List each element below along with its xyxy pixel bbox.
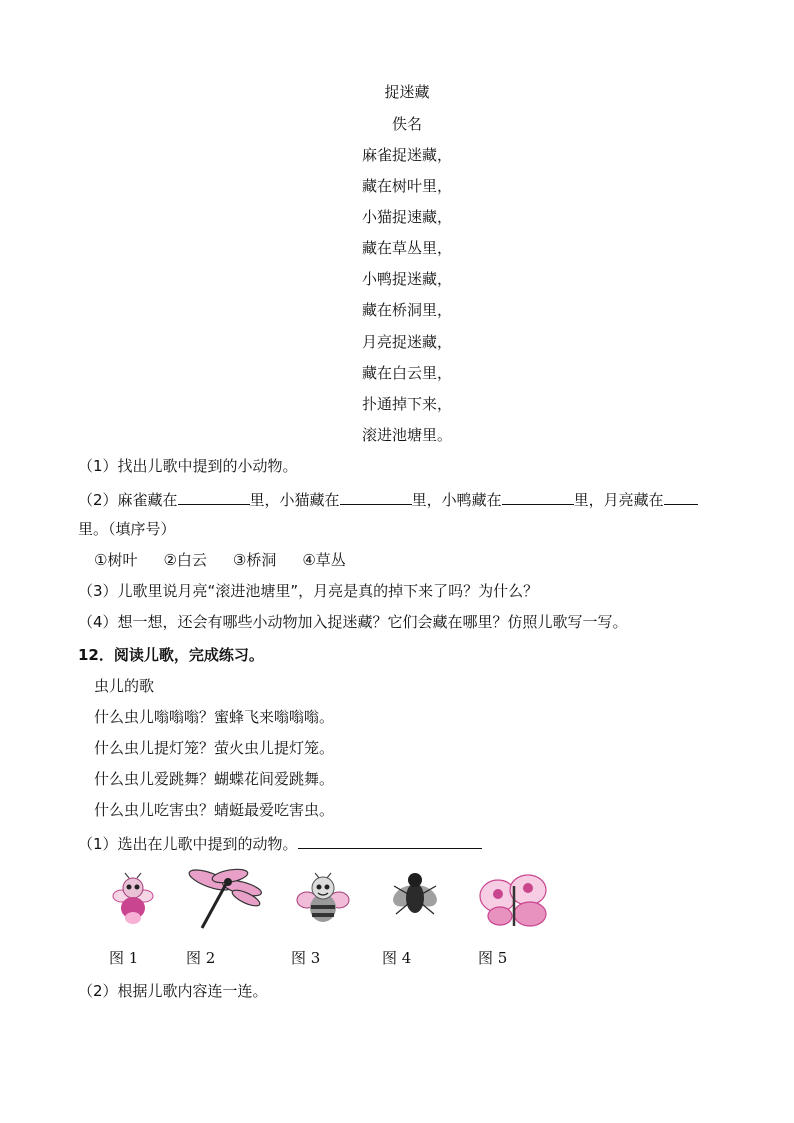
song-line: 什么虫儿嗡嗡嗡？蜜蜂飞来嗡嗡嗡。	[94, 708, 335, 726]
figure-caption: 图 3	[291, 949, 321, 967]
question-2	[78, 488, 698, 510]
song-line: 什么虫儿爱跳舞？蝴蝶花间爱跳舞。	[94, 770, 335, 788]
song-title: 虫儿的歌	[94, 677, 155, 695]
question-3: （3）儿歌里说月亮“滚进池塘里”，月亮是真的掉下来了吗？为什么？	[78, 582, 539, 600]
poem-line: 小鸭捉迷藏，	[361, 270, 452, 288]
option-item: ③桥洞	[232, 551, 277, 569]
figure-caption: 图 4	[382, 949, 412, 967]
poem-line: 月亮捉迷藏，	[361, 333, 452, 351]
question-2-text: （2）麻雀藏在	[78, 491, 178, 509]
question-12-1-text: （1）选出在儿歌中提到的动物。	[78, 835, 298, 853]
answer-blank[interactable]	[178, 488, 250, 505]
poem-line: 扑通掉下来，	[361, 395, 452, 413]
question-2-tail: 里。（填序号）	[78, 520, 176, 538]
question-12-1	[78, 832, 482, 854]
poem-line: 藏在树叶里，	[361, 177, 452, 195]
poem-line: 藏在桥洞里，	[361, 301, 452, 319]
cartoon-bee-image	[296, 872, 350, 926]
poem-title: 捉迷藏	[384, 83, 430, 101]
question-12-heading: 12．阅读儿歌，完成练习。	[78, 646, 264, 664]
question-2-text: 里，月亮藏在	[573, 491, 664, 509]
question-2-text: 里，小鸭藏在	[411, 491, 502, 509]
poem-line: 麻雀捉迷藏，	[361, 146, 452, 164]
answer-blank[interactable]	[664, 488, 698, 505]
answer-blank[interactable]	[502, 488, 574, 505]
question-4: （4）想一想，还会有哪些小动物加入捉迷藏？它们会藏在哪里？仿照儿歌写一写。	[78, 613, 628, 631]
question-12-2: （2）根据儿歌内容连一连。	[78, 982, 268, 1000]
question-1: （1）找出儿歌中提到的小动物。	[78, 457, 298, 475]
poem-line: 滚进池塘里。	[361, 426, 452, 444]
poem-line: 小猫捉速藏，	[361, 208, 452, 226]
option-list	[94, 550, 372, 570]
answer-blank[interactable]	[298, 832, 482, 849]
dragonfly-image	[186, 864, 264, 932]
option-item: ②白云	[163, 551, 207, 569]
answer-blank[interactable]	[340, 488, 412, 505]
option-item: ①树叶	[94, 551, 138, 569]
figure-caption: 图 5	[478, 949, 508, 967]
poem-author: 佚名	[391, 115, 422, 133]
poem-line: 藏在草丛里，	[361, 239, 452, 257]
song-line: 什么虫儿提灯笼？萤火虫儿提灯笼。	[94, 739, 335, 757]
option-item: ④草丛	[302, 551, 346, 569]
butterfly-image	[478, 872, 550, 932]
bee-cartoon-image	[108, 872, 158, 928]
question-2-text: 里，小猫藏在	[249, 491, 340, 509]
fly-image	[386, 866, 444, 924]
figure-caption: 图 2	[186, 949, 216, 967]
poem-line: 藏在白云里，	[361, 364, 452, 382]
figure-caption: 图 1	[109, 949, 139, 967]
song-line: 什么虫儿吃害虫？蜻蜓最爱吃害虫。	[94, 801, 335, 819]
